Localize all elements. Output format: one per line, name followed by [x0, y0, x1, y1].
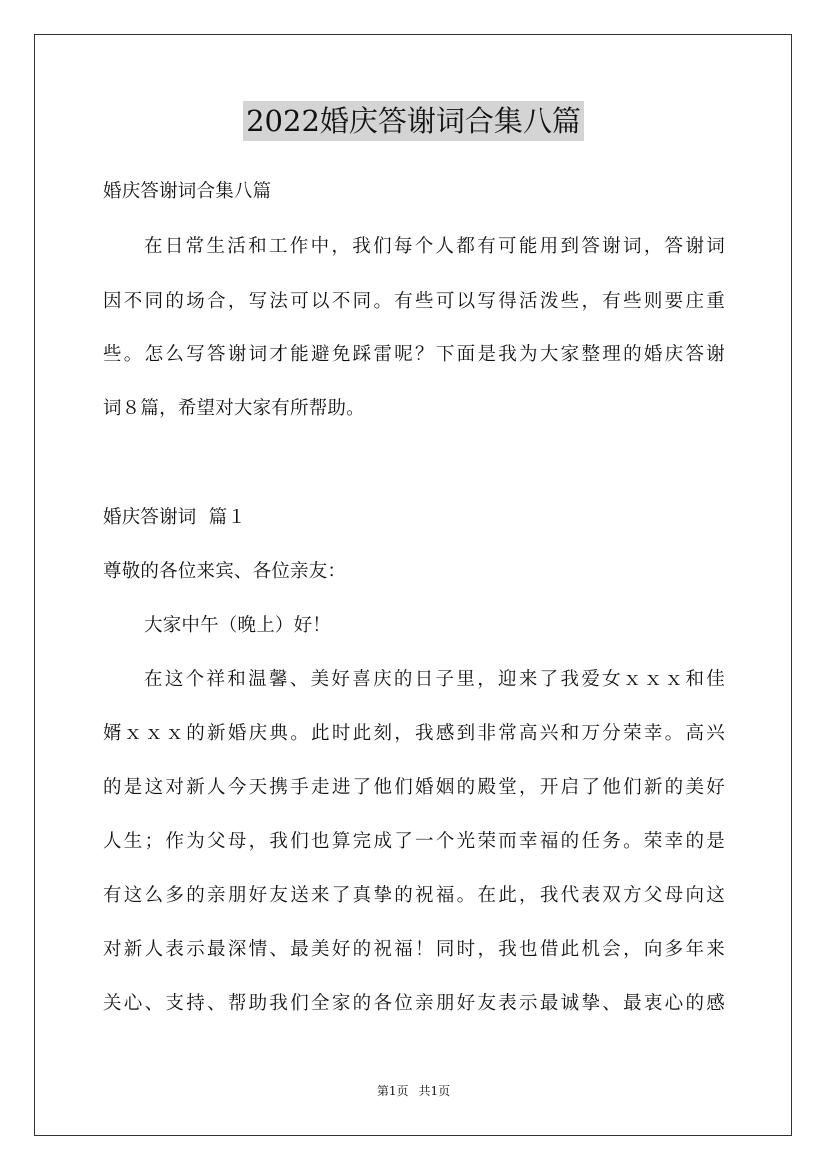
- greeting-line: 大家中午（晚上）好！: [144, 615, 332, 636]
- intro-line-4: 词８篇，希望对大家有所帮助。: [103, 398, 365, 419]
- body-line-5: 有这么多的亲朋好友送来了真挚的祝福。在此，我代表双方父母向这: [103, 885, 725, 906]
- body-line-4: 人生；作为父母，我们也算完成了一个光荣而幸福的任务。荣幸的是: [103, 831, 725, 852]
- body-line-6: 对新人表示最深情、最美好的祝福！同时，我也借此机会，向多年来: [103, 939, 725, 960]
- title-container: [0, 101, 827, 141]
- body-line-3: 的是这对新人今天携手走进了他们婚姻的殿堂，开启了他们新的美好: [103, 777, 725, 798]
- page-total: 共1页: [418, 1084, 451, 1098]
- page-current: 第1页: [376, 1084, 409, 1098]
- intro-line-3: 些。怎么写答谢词才能避免踩雷呢？下面是我为大家整理的婚庆答谢: [103, 344, 725, 365]
- salutation-line: 尊敬的各位来宾、各位亲友：: [103, 561, 347, 582]
- body-line-7: 关心、支持、帮助我们全家的各位亲朋好友表示最诚挚、最衷心的感: [103, 993, 725, 1014]
- section-heading-1: 婚庆答谢词 篇１: [103, 507, 247, 528]
- body-line-2: 婿ｘｘｘ的新婚庆典。此时此刻，我感到非常高兴和万分荣幸。高兴: [103, 723, 725, 744]
- intro-line-2: 因不同的场合，写法可以不同。有些可以写得活泼些，有些则要庄重: [103, 291, 725, 312]
- page-footer: [0, 1083, 827, 1099]
- subtitle-line: 婚庆答谢词合集八篇: [103, 181, 272, 202]
- body-line-1: 在这个祥和温馨、美好喜庆的日子里，迎来了我爱女ｘｘｘ和佳: [144, 669, 725, 690]
- intro-line-1: 在日常生活和工作中，我们每个人都有可能用到答谢词，答谢词: [144, 236, 725, 257]
- document-title: 2022婚庆答谢词合集八篇: [243, 101, 584, 141]
